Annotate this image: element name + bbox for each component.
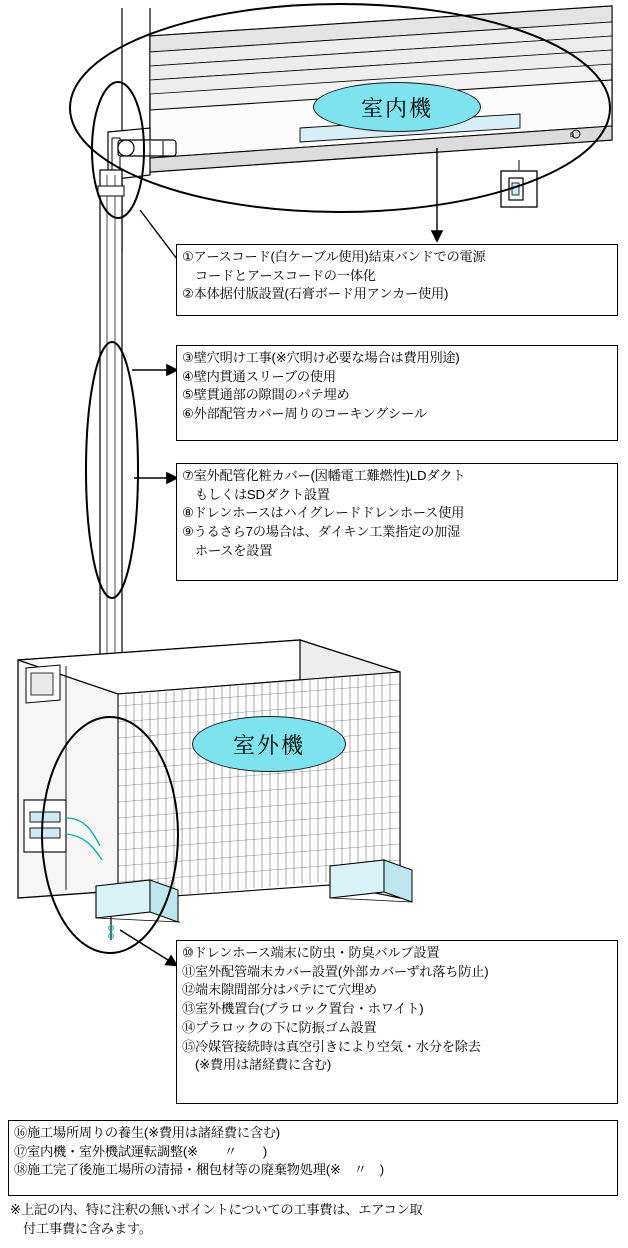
callout-4 (176, 940, 618, 1104)
callout-5-line-1: ⑯施工場所周りの養生(※費用は諸経費に含む) (14, 1125, 280, 1140)
callout-4-line-1: ⑩ドレンホース端末に防虫・防臭バルブ設置 (182, 945, 440, 960)
callout-4-line-5: ⑭プラロックの下に防振ゴム設置 (182, 1019, 377, 1035)
callout-2-line-2: ④壁内貫通スリーブの使用 (182, 368, 336, 384)
callout-4-line-6: ⑮冷媒管接続時は真空引きにより空気・水分を除去 (182, 1038, 481, 1054)
callout-2-line-4: ⑥外部配管カバー周りのコーキングシール (182, 406, 427, 422)
callout-1-line-1: ①アースコード(白ケーブル使用)結束バンドでの電源 (182, 249, 486, 264)
footnote (10, 1200, 622, 1238)
callout-5-line-2: ⑰室内機・室外機試運転調整(※ 〃 ) (14, 1143, 268, 1159)
svg-text:D: D (570, 133, 575, 139)
callout-3-line-4: ⑨うるさら7の場合は、ダイキン工業指定の加湿 (182, 524, 461, 540)
callout-3-line-5: ホースを設置 (182, 542, 273, 558)
indoor-unit-label-text: 室内機 (360, 95, 433, 121)
callout-3-line-1: ⑦室外配管化粧カバー(因幡電工難燃性)LDダクト (182, 468, 466, 483)
callout-3 (176, 463, 618, 581)
outdoor-unit-label (192, 716, 346, 772)
outdoor-unit-label-text: 室外機 (232, 732, 305, 758)
callout-4-line-7: (※費用は諸経費に含む) (182, 1057, 332, 1073)
callout-2-line-1: ③壁穴明け工事(※穴明け必要な場合は費用別途) (182, 350, 460, 365)
callout-2 (176, 345, 618, 441)
callout-5 (8, 1120, 618, 1196)
callout-1-line-2: コードとアースコードの一体化 (182, 267, 376, 283)
footnote-line-2: 付工事費に含みます。 (10, 1221, 152, 1237)
callout-3-line-3: ⑧ドレンホースはハイグレードドレンホース使用 (182, 505, 465, 521)
outdoor-unit-drawing (18, 640, 412, 922)
callout-4-line-4: ⑬室外機置台(プラロック置台・ホワイト) (182, 1001, 424, 1017)
callout-4-line-3: ⑫端末隙間部分はパテにて穴埋め (182, 982, 377, 998)
footnote-line-1: ※上記の内、特に注釈の無いポイントについての工事費は、エアコン取 (10, 1202, 423, 1217)
callout-5-line-3: ⑱施工完了後施工場所の清掃・梱包材等の廃棄物処理(※ 〃 ) (14, 1162, 384, 1178)
callout-3-line-2: もしくはSDダクト設置 (182, 486, 330, 502)
indoor-unit-label (313, 82, 481, 132)
callout-1 (176, 244, 618, 316)
callout-1-line-3: ②本体据付版設置(石膏ボード用アンカー使用) (182, 286, 449, 302)
callout-2-line-3: ⑤壁貫通部の隙間のパテ埋め (182, 387, 350, 403)
callout-4-line-2: ⑪室外配管端末カバー設置(外部カバーずれ落ち防止) (182, 963, 489, 979)
